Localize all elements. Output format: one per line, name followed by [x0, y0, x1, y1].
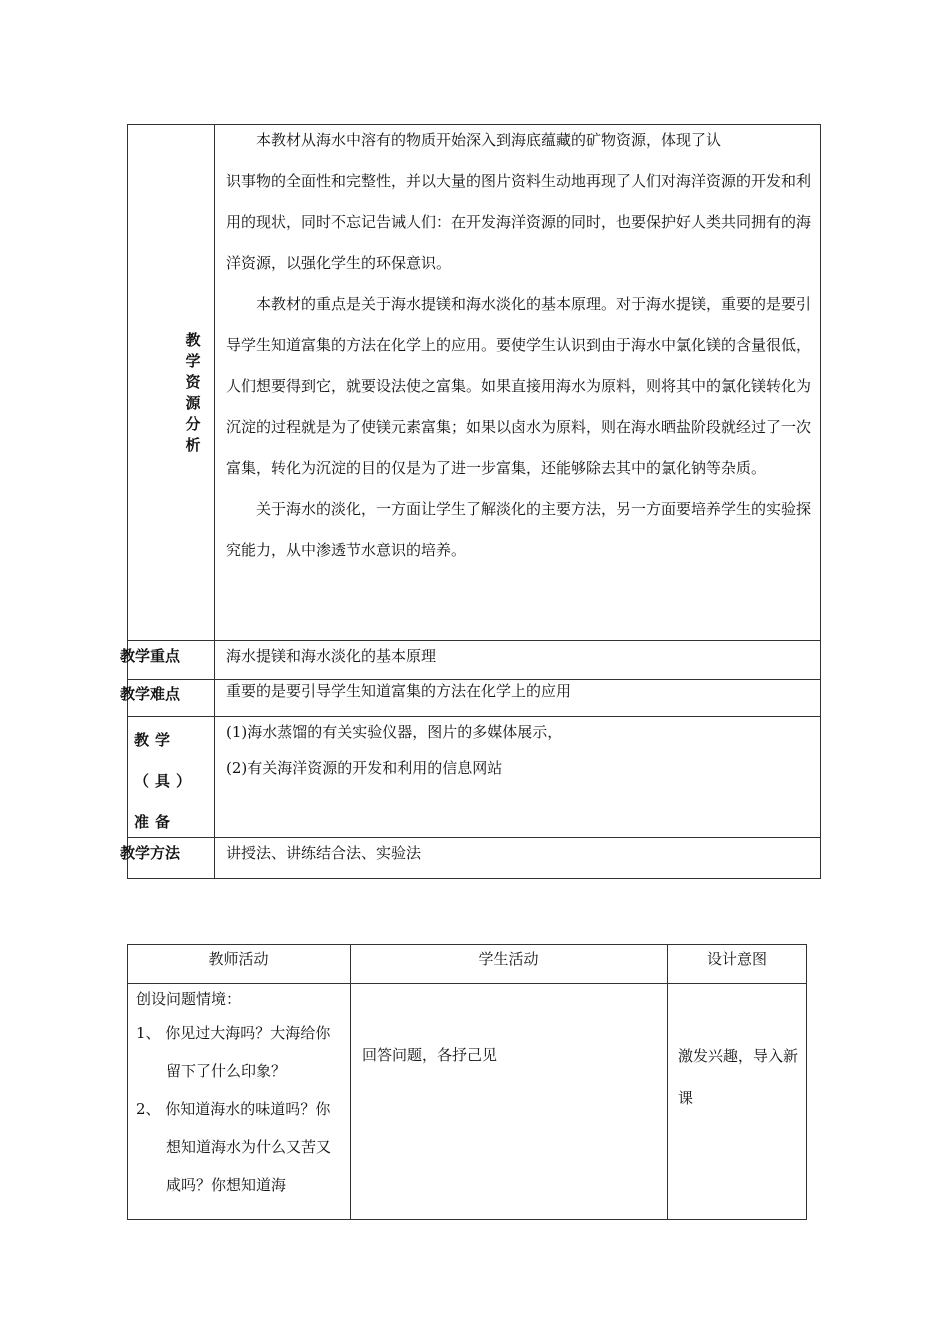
- header-student-activity: 学生活动: [478, 950, 539, 968]
- tools-item-2: (2)有关海洋资源的开发和利用的信息网站: [226, 759, 503, 777]
- paragraph3: 关于海水的淡化，一方面让学生了解淡化的主要方法，另一方面要培养学生的实验探究能力，从中渗透节水意识的培养。: [226, 500, 812, 559]
- table2-column-divider: [667, 944, 668, 1220]
- table1-column-divider: [214, 124, 215, 879]
- teacher-intro: 创设问题情境：: [136, 990, 242, 1008]
- table2-column-divider: [350, 944, 351, 1220]
- difficulty-label: 教学难点: [120, 685, 181, 703]
- paragraph1-continuation: 识事物的全面性和完整性，并以大量的图片资料生动地再现了人们对海洋资源的开发和利用的现状，同时不忘记告诫人们：在开发海洋资源的同时，也要保护好人类共同拥有的海洋资源，以强化学生的环保意识。: [226, 172, 812, 272]
- teacher-question-2: 2、 你知道海水的味道吗？你想知道海水为什么又苦又咸吗？你想知道海: [136, 1100, 332, 1194]
- paragraph2: 本教材的重点是关于海水提镁和海水淡化的基本原理。对于海水提镁，重要的是要引导学生知道富集的方法在化学上的应用。要使学生认识到由于海水中氯化镁的含量很低，人们想要得到它，就要设法使之富集。如果直接用海水为原料，则将其中的氯化镁转化为沉淀的过程就是为了使镁元素富集；如果以卤水为原料，则在海水晒盐阶段就经过了一次富集，转化为沉淀的目的仅是为了进一步富集，还能够除去其中的氯化钠等杂质。: [226, 295, 812, 477]
- resource-analysis-label: 教学资源分析: [185, 331, 201, 454]
- header-design-intent: 设计意图: [706, 950, 767, 968]
- tools-item-1: (1)海水蒸馏的有关实验仪器，图片的多媒体展示，: [226, 723, 563, 741]
- header-teacher-activity: 教师活动: [208, 950, 269, 968]
- paragraph1-first-line: 本教材从海水中溶有的物质开始深入到海底蕴藏的矿物资源，体现了认: [256, 131, 722, 149]
- method-label: 教学方法: [120, 844, 181, 862]
- design-intent: 激发兴趣，导入新课: [678, 1047, 799, 1107]
- key-point-label: 教学重点: [120, 647, 181, 665]
- table1-row-divider: [127, 679, 821, 680]
- student-activity: 回答问题，各抒己见: [362, 1046, 498, 1064]
- difficulty-value: 重要的是要引导学生知道富集的方法在化学上的应用: [226, 682, 572, 700]
- resource-analysis-text: [226, 120, 816, 571]
- key-point-value: 海水提镁和海水淡化的基本原理: [226, 647, 437, 665]
- table1-row-divider: [127, 716, 821, 717]
- table1-row-divider: [127, 837, 821, 838]
- teacher-question-1: 1、 你见过大海吗？大海给你留下了什么印象？: [136, 1024, 331, 1080]
- tools-label: 教学（具）准备: [134, 731, 198, 831]
- table1-row-divider: [127, 640, 821, 641]
- method-value: 讲授法、讲练结合法、实验法: [226, 844, 422, 862]
- table2-header-divider: [127, 983, 807, 984]
